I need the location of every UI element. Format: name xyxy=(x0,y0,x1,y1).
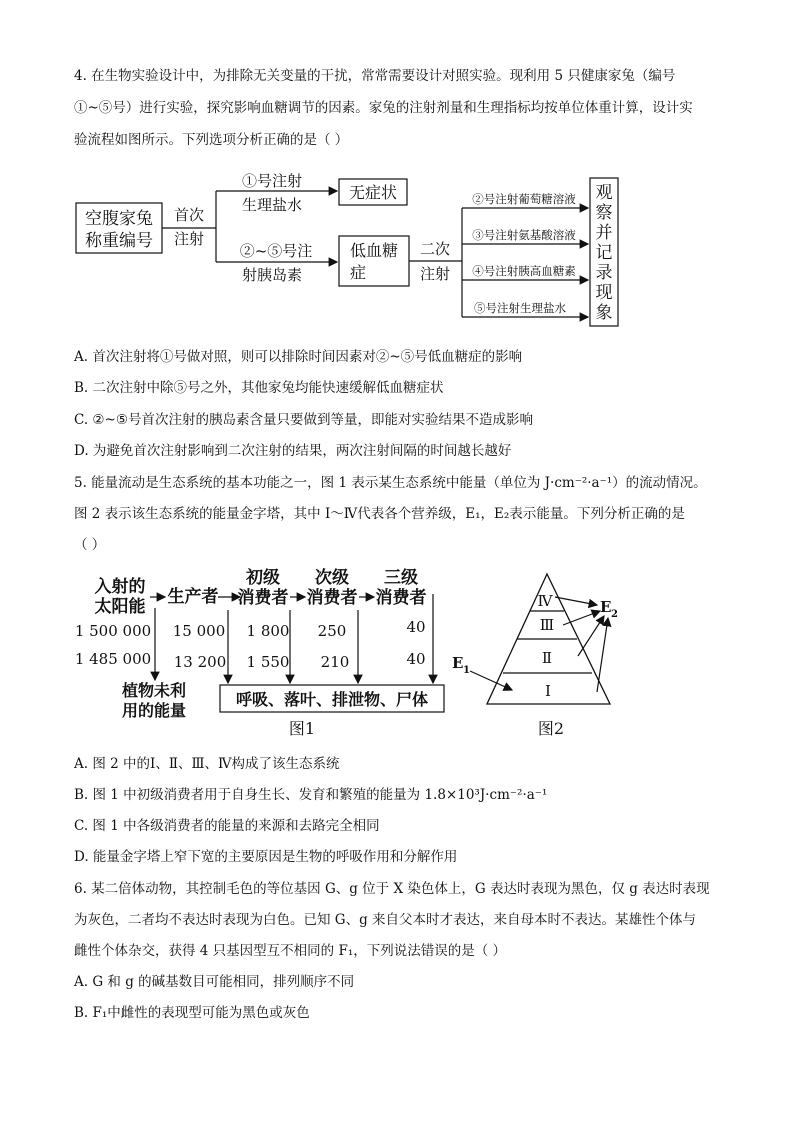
level-iii: Ⅲ xyxy=(539,616,555,634)
q4-stem-line3: 验流程如图所示。下列选项分析正确的是（ ） xyxy=(74,132,349,148)
start-box xyxy=(76,203,162,253)
sun-label-2: 太阳能 xyxy=(94,597,146,617)
observe-char-7: 象 xyxy=(595,303,613,323)
fig1-caption: 图1 xyxy=(288,719,316,738)
e1-subscript: 1 xyxy=(463,665,470,676)
q6-stem-line1: 6. 某二倍体动物，其控制毛色的等位基因 G、g 位于 X 染色体上，G 表达时表现为黑色，仅 g 表达时表现 xyxy=(74,881,710,897)
second-injection-label-2: 注射 xyxy=(419,265,451,283)
value-sun-2: 1 485 000 xyxy=(74,650,152,668)
value-c2-1: 250 xyxy=(317,622,347,640)
observe-box xyxy=(590,178,618,326)
hypoglycemia-label-2: 症 xyxy=(349,263,367,282)
q6-option-b[interactable]: B. F₁中雌性的表现型可能为黑色或灰色 xyxy=(74,1005,310,1021)
arrow-e2-iii xyxy=(563,611,600,625)
start-box-label-2: 称重编号 xyxy=(85,231,153,251)
value-producer-2: 13 200 xyxy=(173,653,227,671)
arrow-e2-i xyxy=(597,618,608,692)
no-symptom-label: 无症状 xyxy=(348,183,398,202)
q5-option-a[interactable]: A. 图 2 中的Ⅰ、Ⅱ、Ⅲ、Ⅳ构成了该生态系统 xyxy=(74,756,340,772)
q5-option-c[interactable]: C. 图 1 中各级消费者的能量的来源和去路完全相同 xyxy=(74,818,380,834)
observe-char-1: 观 xyxy=(595,183,613,203)
c3-label-1: 三级 xyxy=(384,568,418,588)
pyramid-outline xyxy=(487,574,610,704)
c1-label-2: 消费者 xyxy=(237,588,289,608)
c1-label-1: 初级 xyxy=(246,568,280,588)
hypoglycemia-label-1: 低血糖 xyxy=(349,241,399,260)
observe-char-4: 记 xyxy=(595,243,613,263)
observe-char-3: 并 xyxy=(595,223,613,243)
value-c1-2: 1 550 xyxy=(246,653,290,671)
q4-stem-line2: ①~⑤号）进行实验，探究影响血糖调节的因素。家兔的注射剂量和生理指标均按单位体重计算，设计实 xyxy=(74,100,693,116)
arrow-e2-iv xyxy=(555,597,597,605)
q5-option-d[interactable]: D. 能量金字塔上窄下宽的主要原因是生物的呼吸作用和分解作用 xyxy=(74,849,458,865)
observe-char-2: 察 xyxy=(595,203,613,223)
c2-label-2: 消费者 xyxy=(306,588,358,608)
arrow-e1 xyxy=(470,671,512,690)
first-injection-label-2: 注射 xyxy=(173,230,205,248)
branch1-label-2: 生理盐水 xyxy=(241,196,303,214)
q5-option-b[interactable]: B. 图 1 中初级消费者用于自身生长、发育和繁殖的能量为 1.8×10³J·cm⁻²·a⁻¹ xyxy=(74,787,548,803)
sun-label-1: 入射的 xyxy=(94,577,146,597)
observe-char-5: 录 xyxy=(595,263,613,283)
producer-label: 生产者 xyxy=(167,587,219,607)
start-box-label-1: 空腹家兔 xyxy=(85,209,153,229)
value-producer-1: 15 000 xyxy=(172,622,226,640)
branch2-label-1: ②~⑤号注 xyxy=(239,242,313,260)
level-ii: Ⅱ xyxy=(541,649,553,667)
option2-label: ②号注射葡萄糖溶液 xyxy=(472,192,576,206)
q6-option-a[interactable]: A. G 和 g 的碱基数目可能相同，排列顺序不同 xyxy=(74,974,355,990)
branch2-label-2: 射胰岛素 xyxy=(241,266,303,284)
loss-box xyxy=(220,685,444,712)
arrow-e2-ii xyxy=(578,616,604,656)
q4-stem-line1: 4. 在生物实验设计中，为排除无关变量的干扰，常常需要设计对照实验。现利用 5 只健康家兔（编号 xyxy=(74,68,676,84)
value-c3-2: 40 xyxy=(406,650,426,668)
branch1-label-1: ①号注射 xyxy=(241,172,303,190)
q4-option-c[interactable]: C. ②~⑤号首次注射的胰岛素含量只要做到等量，即能对实验结果不造成影响 xyxy=(74,412,533,428)
e2-label: E xyxy=(600,598,612,616)
observe-char-6: 现 xyxy=(595,283,613,303)
value-sun-1: 1 500 000 xyxy=(74,622,152,640)
q6-stem-line2: 为灰色，二者均不表达时表现为白色。已知 G、g 来自父本时才表达，来自母本时不表达。某雄性个体与 xyxy=(74,912,697,928)
option5-label: ⑤号注射生理盐水 xyxy=(474,301,566,315)
no-symptom-box xyxy=(339,179,407,205)
first-injection-label-1: 首次 xyxy=(173,206,205,224)
unused-label-2: 用的能量 xyxy=(121,701,187,720)
value-c2-2: 210 xyxy=(320,653,350,671)
q6-stem-line3: 雌性个体杂交，获得 4 只基因型互不相同的 F₁，下列说法错误的是（ ） xyxy=(74,943,507,959)
q4-option-a[interactable]: A. 首次注射将①号做对照，则可以排除时间因素对②~⑤号低血糖症的影响 xyxy=(74,349,523,365)
q4-option-d[interactable]: D. 为避免首次注射影响到二次注射的结果，两次注射间隔的时间越长越好 xyxy=(74,443,512,459)
fig2-caption: 图2 xyxy=(537,719,565,738)
e1-label: E xyxy=(452,654,464,672)
q5-stem-line2: 图 2 表示该生态系统的能量金字塔，其中 Ⅰ～Ⅳ代表各个营养级，E₁，E₂表示能量。下列分析正确的是 xyxy=(74,506,685,522)
loss-box-label: 呼吸、落叶、排泄物、尸体 xyxy=(235,690,429,709)
c3-label-2: 消费者 xyxy=(375,588,427,608)
q4-option-b[interactable]: B. 二次注射中除⑤号之外，其他家兔均能快速缓解低血糖症状 xyxy=(74,380,444,396)
e2-subscript: 2 xyxy=(611,609,618,620)
option4-label: ④号注射胰高血糖素 xyxy=(472,264,576,278)
value-c1-1: 1 800 xyxy=(246,622,290,640)
option3-label: ③号注射氨基酸溶液 xyxy=(472,228,576,242)
second-injection-label-1: 二次 xyxy=(419,240,451,258)
q5-stem-line3: （ ） xyxy=(74,537,106,553)
c2-label-1: 次级 xyxy=(315,568,349,588)
level-iv: Ⅳ xyxy=(537,592,553,610)
unused-label-1: 植物未利 xyxy=(121,681,187,700)
q5-stem-line1: 5. 能量流动是生态系统的基本功能之一，图 1 表示某生态系统中能量（单位为 J·cm⁻²·a⁻¹）的流动情况。 xyxy=(74,475,707,491)
hypoglycemia-box xyxy=(339,236,409,286)
value-c3-1: 40 xyxy=(406,618,426,636)
level-i: Ⅰ xyxy=(545,682,551,700)
